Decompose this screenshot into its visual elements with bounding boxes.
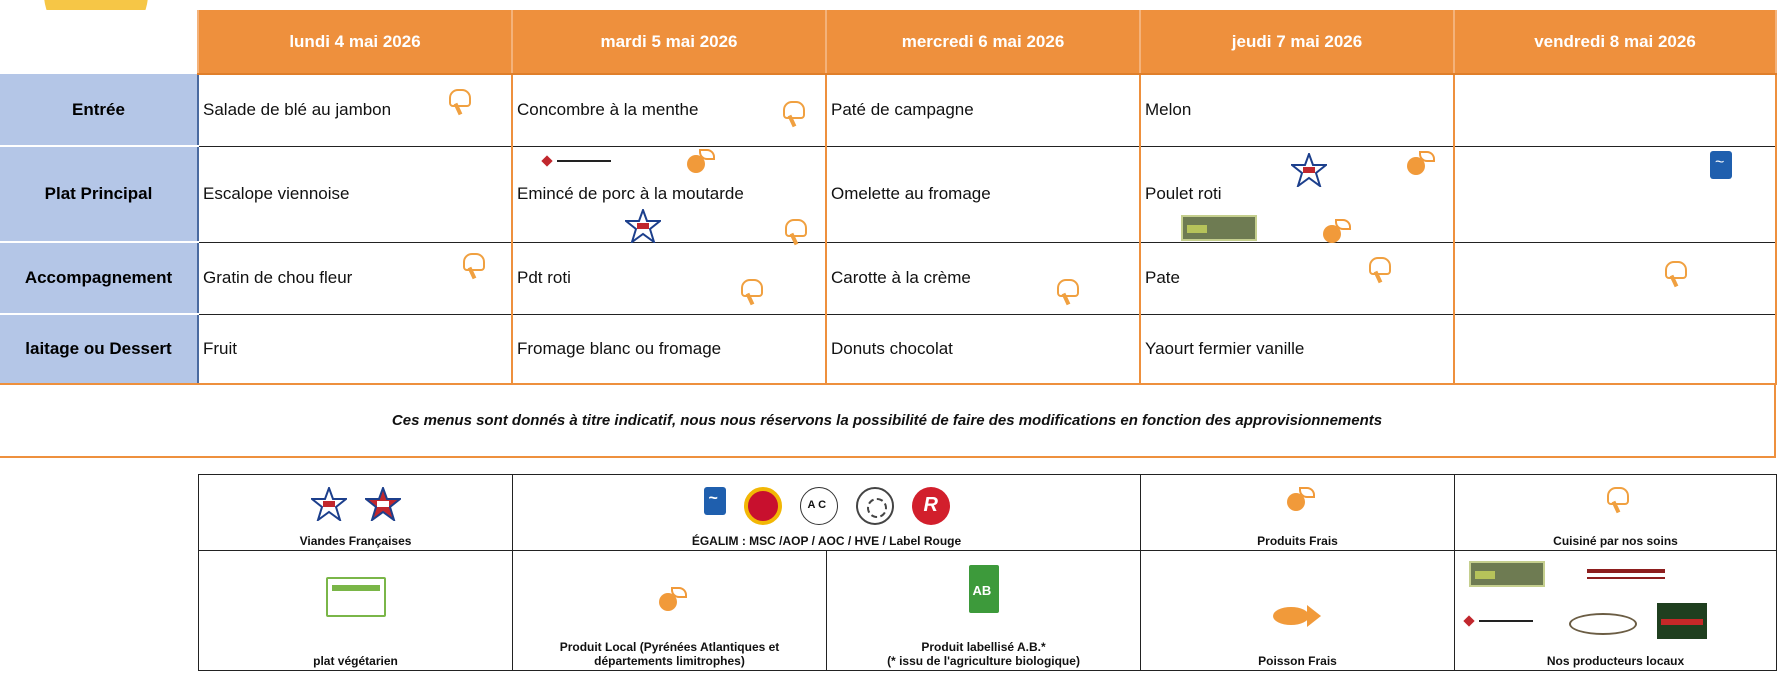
- row-label-laitage-dessert: laitage ou Dessert: [0, 314, 198, 384]
- menu-cell: [826, 146, 1140, 242]
- dish-text: Pate: [1145, 268, 1180, 287]
- legend-local: [513, 551, 827, 671]
- fruit-icon: [1321, 219, 1347, 243]
- etchegoyen-logo-icon: [1469, 561, 1545, 587]
- producer-logo-icon: [1465, 611, 1533, 631]
- msc-fish-icon: [1710, 151, 1732, 179]
- row-label-accompagnement: Accompagnement: [0, 242, 198, 314]
- menu-cell: [198, 74, 512, 146]
- viande-francaise-star-icon: [1291, 153, 1327, 187]
- dish-text: Paté de campagne: [831, 100, 974, 120]
- chef-hat-icon: [783, 219, 805, 245]
- viande-francaise-star-icon: [625, 209, 661, 243]
- viande-francaise-star-icon: [311, 487, 347, 521]
- menu-cell: [1140, 74, 1454, 146]
- bastidarra-logo-icon: [1587, 565, 1665, 587]
- legend-caption: plat végétarien: [313, 654, 398, 668]
- menu-cell: [1140, 242, 1454, 314]
- msc-fish-icon: [704, 487, 726, 515]
- menu-cell: [512, 146, 826, 242]
- hve-icon: [856, 487, 894, 525]
- legend-caption: Nos producteurs locaux: [1546, 654, 1685, 668]
- chef-hat-icon: [781, 101, 803, 127]
- dish-text: Donuts chocolat: [831, 338, 953, 358]
- legend-caption: (* issu de l'agriculture biologique): [887, 654, 1080, 668]
- aop-icon: [744, 487, 782, 525]
- onetik-logo-icon: [1657, 603, 1707, 639]
- dish-text: Fromage blanc ou fromage: [517, 338, 722, 358]
- legend-poisson: [1141, 551, 1455, 671]
- menu-cell: [1140, 314, 1454, 384]
- dish-text: Escalope viennoise: [203, 184, 350, 203]
- fruit-icon: [657, 587, 683, 611]
- day-header-tuesday: mardi 5 mai 2026: [512, 10, 826, 74]
- fruit-icon: [1405, 151, 1431, 175]
- chef-hat-icon: [1055, 279, 1077, 305]
- dish-text: Melon: [1145, 100, 1192, 120]
- legend-bio: [827, 551, 1141, 671]
- menu-grid: [0, 10, 1776, 385]
- header-corner: [0, 10, 198, 74]
- dish-text: Carotte à la crème: [831, 268, 971, 287]
- legend-caption: Cuisiné par nos soins: [1553, 534, 1678, 548]
- dish-text: Emincé de porc à la moutarde: [517, 184, 744, 203]
- dish-text: Fruit: [203, 338, 237, 358]
- fish-icon: [1273, 603, 1323, 629]
- legend-caption: ÉGALIM : MSC /AOP / AOC / HVE / Label Rouge: [691, 534, 962, 548]
- chef-hat-icon: [1605, 487, 1627, 513]
- label-rouge-icon: [912, 487, 950, 525]
- menu-cell: [1454, 74, 1776, 146]
- dish-text: Gratin de chou fleur: [203, 268, 353, 287]
- menu-cell: [826, 242, 1140, 314]
- legend-cuisine: [1455, 475, 1777, 551]
- legend-caption: Viandes Françaises: [299, 534, 412, 548]
- clic-vert-icon: [326, 577, 386, 617]
- chef-hat-icon: [1663, 261, 1685, 287]
- day-header-thursday: jeudi 7 mai 2026: [1140, 10, 1454, 74]
- chef-hat-icon: [739, 279, 761, 305]
- legend-producteurs: [1455, 551, 1777, 671]
- dish-text: Pdt roti: [517, 268, 571, 287]
- menu-cell: [198, 146, 512, 242]
- menu-cell: [512, 242, 826, 314]
- legend-egalim: [513, 475, 1141, 551]
- menu-cell: [198, 242, 512, 314]
- legend-caption: départements limitrophes): [594, 654, 745, 668]
- menu-cell: [512, 74, 826, 146]
- volaille-francaise-star-icon: [365, 487, 401, 521]
- menu-cell: [198, 314, 512, 384]
- dish-text: Salade de blé au jambon: [203, 100, 392, 120]
- producer-oval-logo-icon: [1569, 613, 1637, 635]
- legend: [198, 474, 1776, 671]
- legend-produits-frais: [1141, 475, 1455, 551]
- day-header-monday: lundi 4 mai 2026: [198, 10, 512, 74]
- menu-cell: [512, 314, 826, 384]
- producer-logo-icon: [543, 151, 611, 171]
- legend-caption: Produit Local (Pyrénées Atlantiques et: [559, 640, 780, 654]
- row-label-plat-principal: Plat Principal: [0, 146, 198, 242]
- menu-cell: [826, 74, 1140, 146]
- aoc-icon: [800, 487, 838, 525]
- dish-text: Concombre à la menthe: [517, 100, 699, 120]
- ab-bio-icon: [969, 565, 999, 613]
- legend-caption: Produits Frais: [1257, 534, 1338, 548]
- chef-hat-icon: [461, 253, 483, 279]
- dish-text: Poulet roti: [1145, 184, 1222, 203]
- etchegoyen-logo-icon: [1181, 215, 1257, 241]
- legend-caption: Poisson Frais: [1258, 654, 1337, 668]
- legend-caption: Produit labellisé A.B.*: [921, 640, 1046, 654]
- chef-hat-icon: [1367, 257, 1389, 283]
- row-label-entree: Entrée: [0, 74, 198, 146]
- menu-cell: [1454, 242, 1776, 314]
- menu-cell: [826, 314, 1140, 384]
- legend-vegetarien: [199, 551, 513, 671]
- disclaimer-note: [0, 384, 1776, 458]
- dish-text: Omelette au fromage: [831, 184, 991, 203]
- legend-viandes: [199, 475, 513, 551]
- menu-cell: [1454, 314, 1776, 384]
- fruit-icon: [1285, 487, 1311, 511]
- dish-text: Yaourt fermier vanille: [1145, 338, 1305, 358]
- menu-cell: [1140, 146, 1454, 242]
- day-header-wednesday: mercredi 6 mai 2026: [826, 10, 1140, 74]
- menu-cell: [1454, 146, 1776, 242]
- fruit-icon: [685, 149, 711, 173]
- chef-hat-icon: [447, 89, 469, 115]
- disclaimer-text: Ces menus sont donnés à titre indicatif, nous nous réservons la possibilité de faire des modifications en fonction des approvisionnements: [391, 411, 1383, 429]
- day-header-friday: vendredi 8 mai 2026: [1454, 10, 1776, 74]
